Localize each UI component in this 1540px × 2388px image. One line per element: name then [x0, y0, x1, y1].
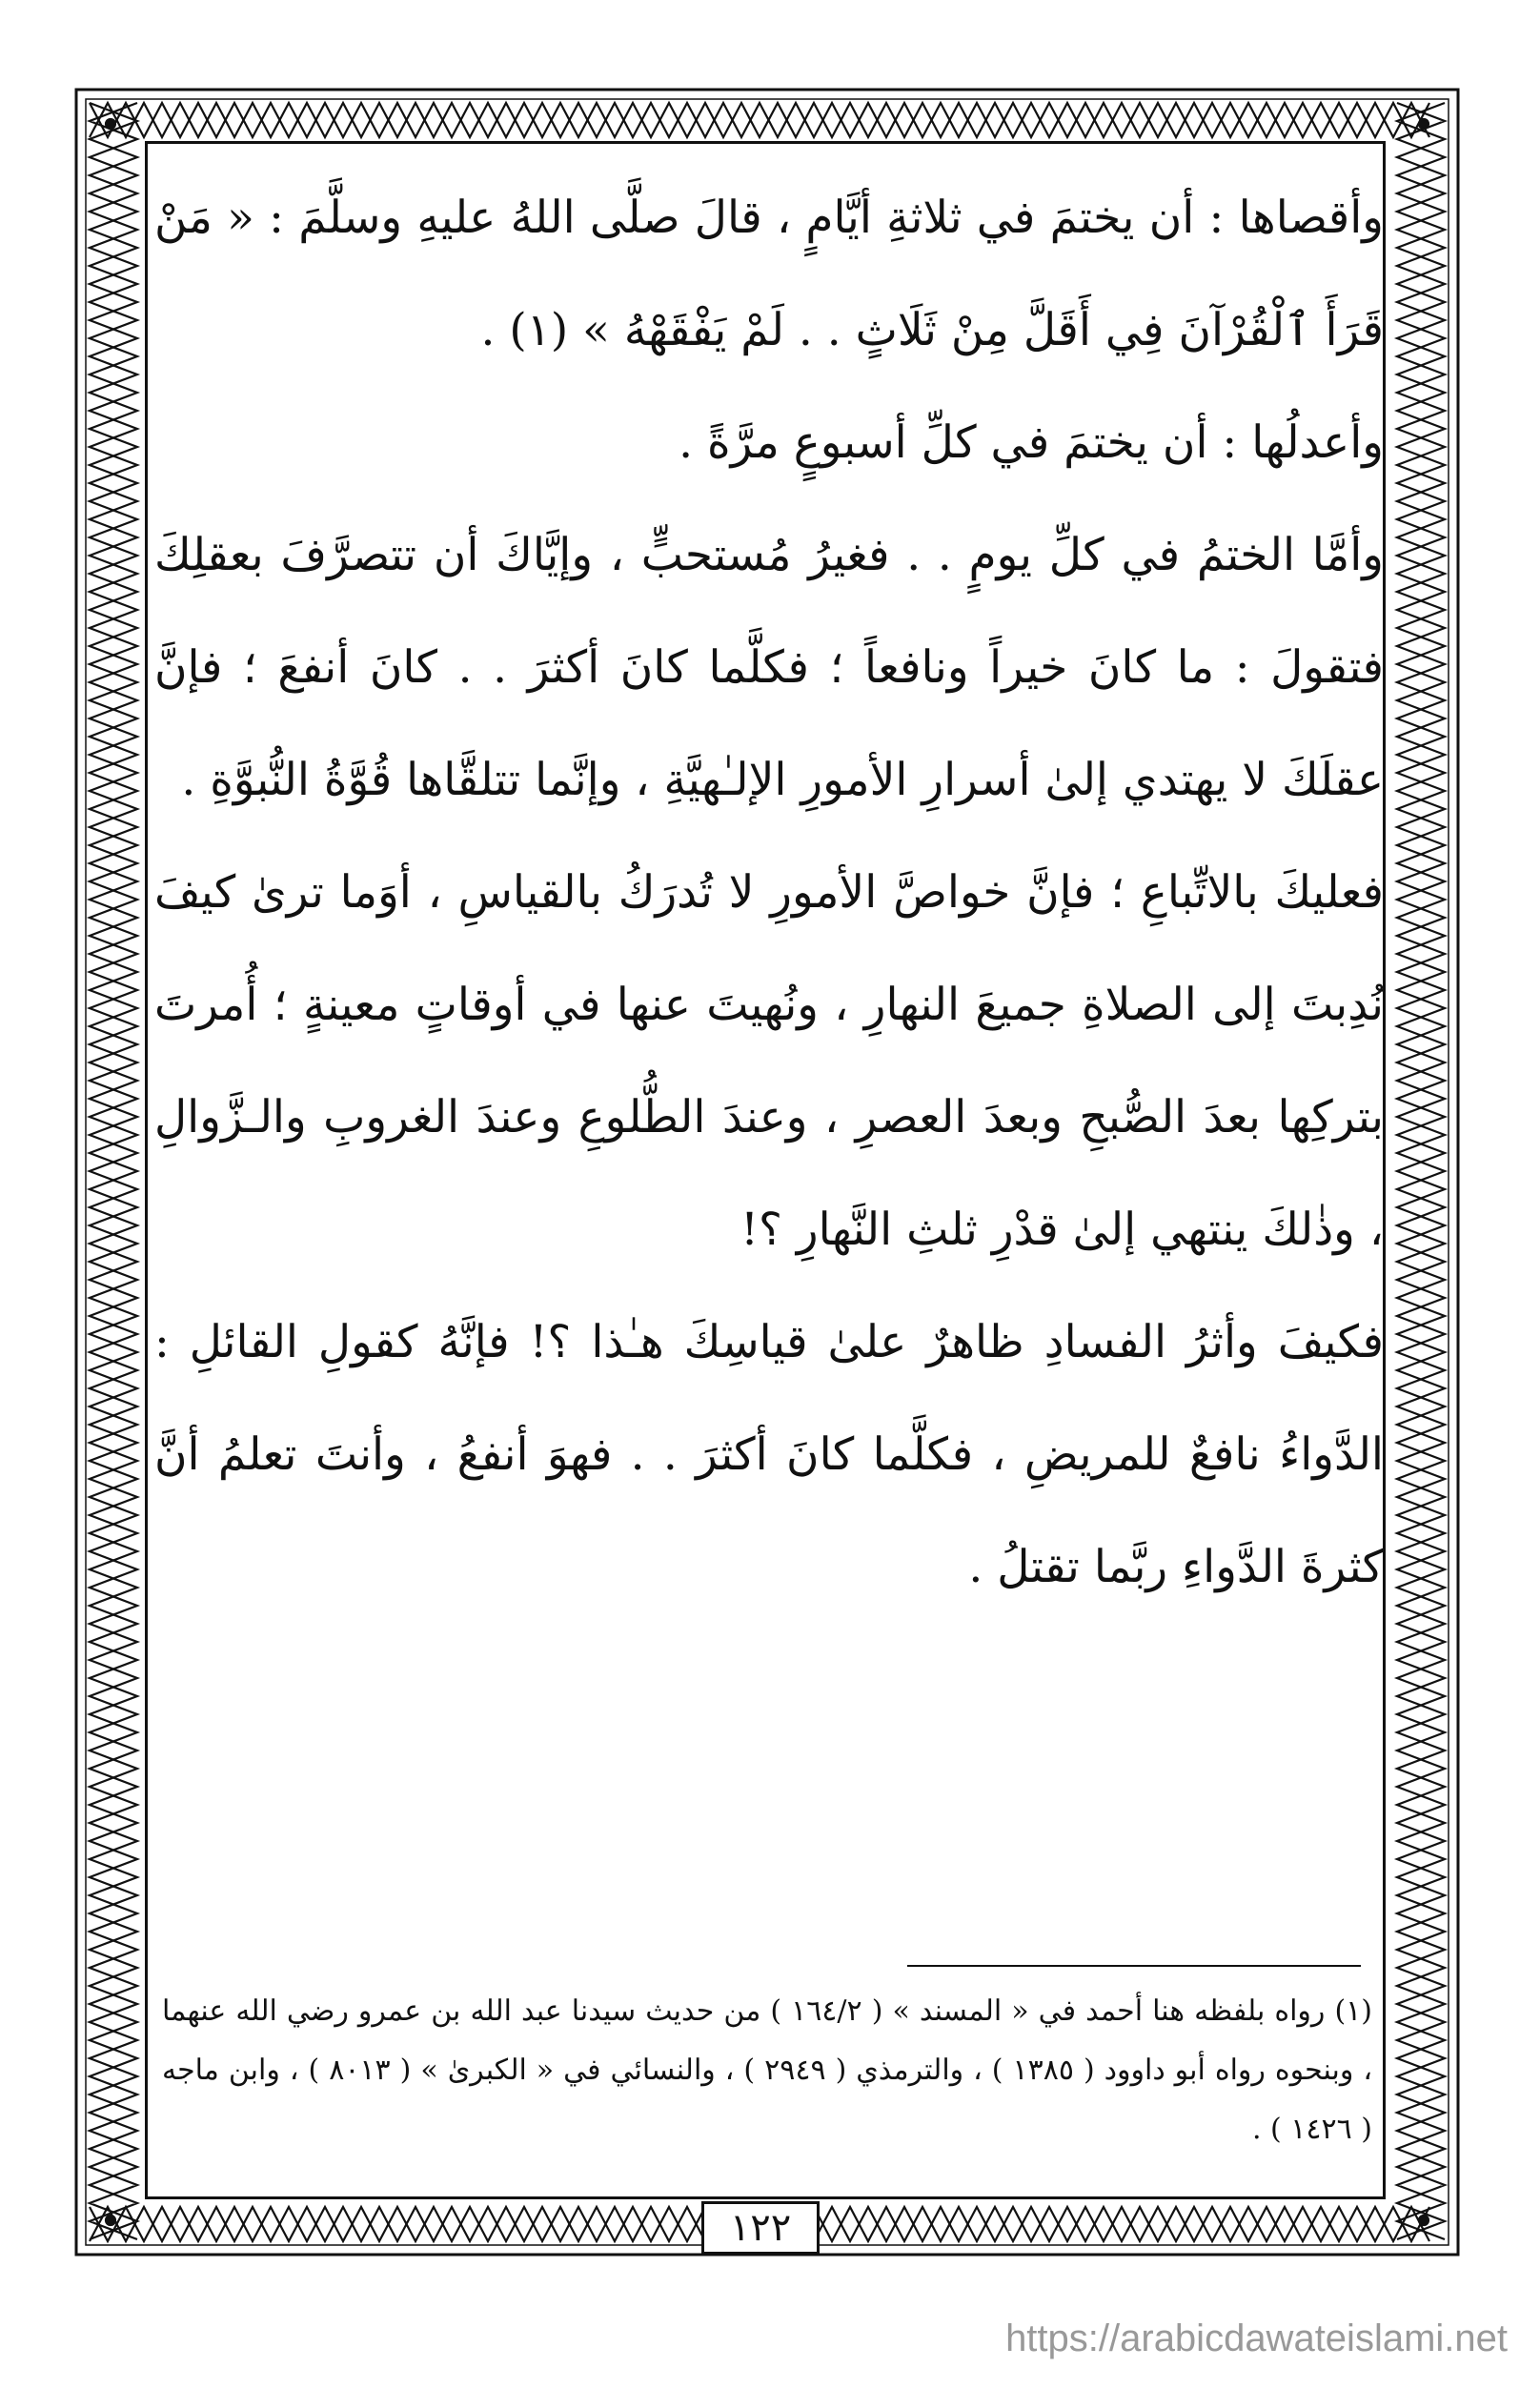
footnote-divider [907, 1965, 1361, 1967]
footnote: (١) رواه بلفظه هنا أحمد في « المسند » ( ١٦٤/٢ ) من حديث سيدنا عبد الله بن عمرو رضي الله عنهما ، وبنحوه رواه أبو داوود ( ١٣٨٥ ) ، والترمذي ( ٢٩٤٩ ) ، والنسائي في « الكبرىٰ » ( ٨٠١٣ ) ، وابن ماجه ( ١٤٢٦ ) . [162, 1994, 1373, 2146]
paragraph-3: وأمَّا الختمُ في كلِّ يومٍ . . فغيرُ مُستحبٍّ ، وإيَّاكَ أن تتصرَّفَ بعقلِكَ فتقولَ : ما كانَ خيراً ونافعاً ؛ فكلَّما كانَ أكثرَ . . كانَ أنفعَ ؛ فإنَّ عقلَكَ لا يهتدي إلىٰ أسرارِ الأمورِ الإلـٰهيَّةِ ، وإنَّما تتلقَّاها قُوَّةُ النُّبوَّةِ . [154, 529, 1384, 806]
paragraph-4: فعليكَ بالاتِّباعِ ؛ فإنَّ خواصَّ الأمورِ لا تُدرَكُ بالقياسِ ، أوَما ترىٰ كيفَ نُدِبتَ إلى الصلاةِ جميعَ النهارِ ، ونُهيتَ عنها في أوقاتٍ معينةٍ ؛ أُمرتَ بتركِها بعدَ الصُّبحِ وبعدَ العصرِ ، وعندَ الطُّلوعِ وعندَ الغروبِ والـزَّوالِ ، وذٰلكَ ينتهي إلىٰ قدْرِ ثلثِ النَّهارِ ؟! [154, 866, 1384, 1256]
main-text [154, 162, 1384, 1624]
paragraph-1: وأقصاها : أن يختمَ في ثلاثةِ أيَّامٍ ، قالَ صلَّى اللهُ عليهِ وسلَّمَ : « مَنْ قَرَأَ ٱلْقُرْآنَ فِي أَقَلَّ مِنْ ثَلَاثٍ . . لَمْ يَفْقَهْهُ » (١) . [154, 192, 1384, 356]
paragraph-5: فكيفَ وأثرُ الفسادِ ظاهرٌ علىٰ قياسِكَ هـٰذا ؟! فإنَّهُ كقولِ القائلِ : الدَّواءُ نافعٌ للمريضِ ، فكلَّما كانَ أكثرَ . . فهوَ أنفعُ ، وأنتَ تعلمُ أنَّ كثرةَ الدَّواءِ ربَّما تقتلُ . [154, 1316, 1384, 1593]
watermark-url: https://arabicdawateislami.net [1005, 2317, 1508, 2359]
paragraph-2: وأعدلُها : أن يختمَ في كلِّ أسبوعٍ مرَّةً . [679, 416, 1384, 469]
page-number: ١٢٢ [701, 2201, 820, 2255]
